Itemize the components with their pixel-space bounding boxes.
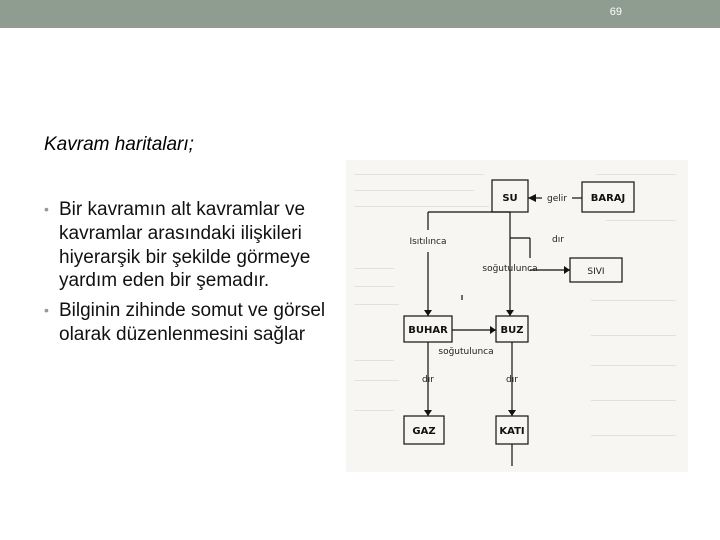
link-label-sogutulunca-2: soğutulunca <box>438 347 494 357</box>
slide-title: Kavram haritaları; <box>44 134 194 155</box>
concept-map-diagram <box>346 160 688 472</box>
bullet-text: Bir kavramın alt kavramlar ve kavramlar arasındaki ilişkileri hiyerarşik bir şekilde görmeye yardım eden bir şemadır. <box>59 199 311 292</box>
bullet-item <box>44 198 344 293</box>
link-label-isitilinca: Isıtılınca <box>409 237 447 247</box>
link-label-gelir: gelir <box>547 194 567 204</box>
bullet-list <box>44 198 344 353</box>
bullet-item <box>44 299 344 347</box>
node-baraj: BARAJ <box>590 193 626 204</box>
header-bar <box>0 0 720 28</box>
bullet-icon: • <box>44 302 49 319</box>
link-label-dir-top: dır <box>552 235 564 245</box>
link-label-dir-right: dır <box>506 375 518 385</box>
node-buz: BUZ <box>500 325 524 336</box>
concept-map-image <box>346 160 688 472</box>
node-gaz: GAZ <box>412 426 436 437</box>
bullet-text: Bilginin zihinde somut ve görsel olarak düzenlenmesini sağlar <box>59 300 326 345</box>
link-label-sogutulunca: soğutulunca <box>482 264 538 274</box>
link-label-dir-left: dır <box>422 375 434 385</box>
node-buhar: BUHAR <box>408 325 448 336</box>
node-sivi: SIVI <box>587 267 605 277</box>
node-kati: KATI <box>499 426 525 437</box>
bullet-icon: • <box>44 201 49 217</box>
page-number: 69 <box>609 6 622 18</box>
node-su: SU <box>502 193 518 204</box>
